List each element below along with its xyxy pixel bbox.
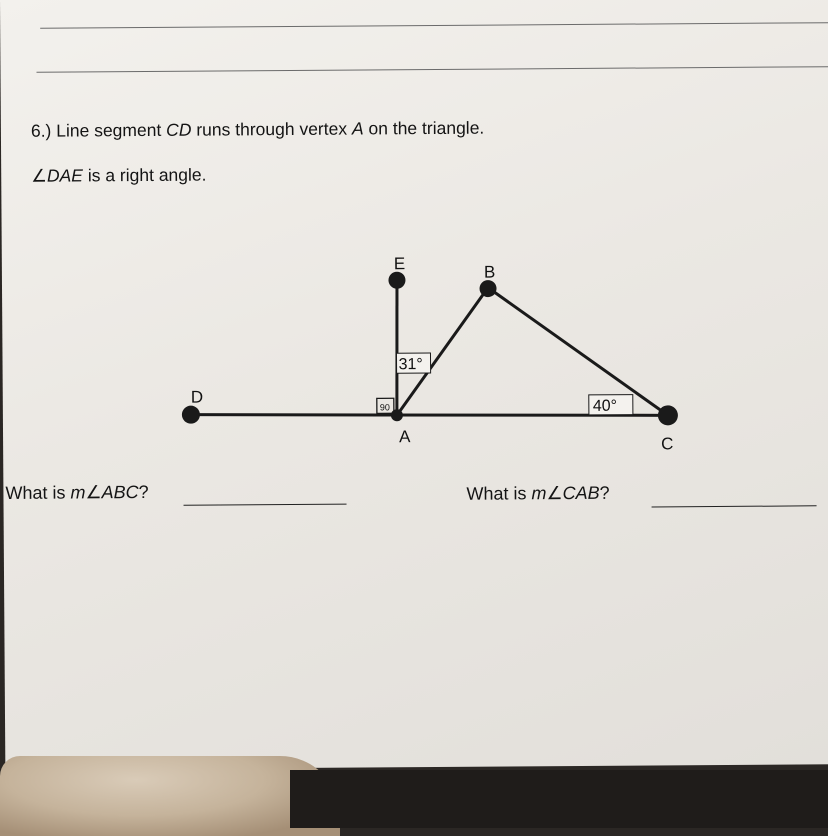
point-c — [658, 405, 678, 425]
question-text: Line segment — [51, 119, 167, 141]
right-angle-text: 90 — [379, 402, 390, 413]
vertex-name: A — [351, 118, 364, 139]
prompt-text: What is — [5, 482, 71, 503]
angle-symbol: ∠ — [546, 483, 563, 504]
angle-symbol: ∠ — [31, 165, 48, 186]
segment-ae — [396, 280, 398, 415]
measure-m: m — [70, 482, 86, 503]
prompt-text: ? — [599, 482, 610, 503]
measure-m: m — [531, 483, 547, 504]
label-a: A — [398, 427, 411, 447]
fabric-background — [0, 756, 340, 836]
point-b — [479, 280, 496, 297]
segment-bc — [488, 286, 668, 416]
prompt-text: ? — [138, 481, 149, 503]
point-d — [182, 406, 200, 424]
prompt-text: What is — [466, 483, 532, 504]
point-a — [391, 409, 403, 421]
label-d: D — [190, 387, 204, 407]
angle-symbol: ∠ — [85, 482, 102, 503]
dark-surface — [290, 770, 828, 828]
angle-40-label: 40° — [592, 397, 618, 415]
label-b: B — [483, 262, 496, 282]
angle-31-label: 31° — [398, 356, 423, 374]
segment-name: CD — [166, 119, 192, 140]
angle-name: DAE — [46, 165, 83, 186]
point-e — [388, 272, 405, 289]
angle-name: ABC — [101, 482, 139, 503]
statement-text: is a right angle. — [82, 164, 207, 186]
label-c: C — [661, 434, 674, 454]
question-number: 6.) — [30, 120, 52, 141]
question-text: runs through vertex — [191, 118, 352, 140]
question-text: on the triangle. — [363, 117, 485, 139]
segment-ab — [396, 288, 489, 416]
angle-name: CAB — [562, 482, 600, 504]
label-e: E — [393, 254, 406, 274]
